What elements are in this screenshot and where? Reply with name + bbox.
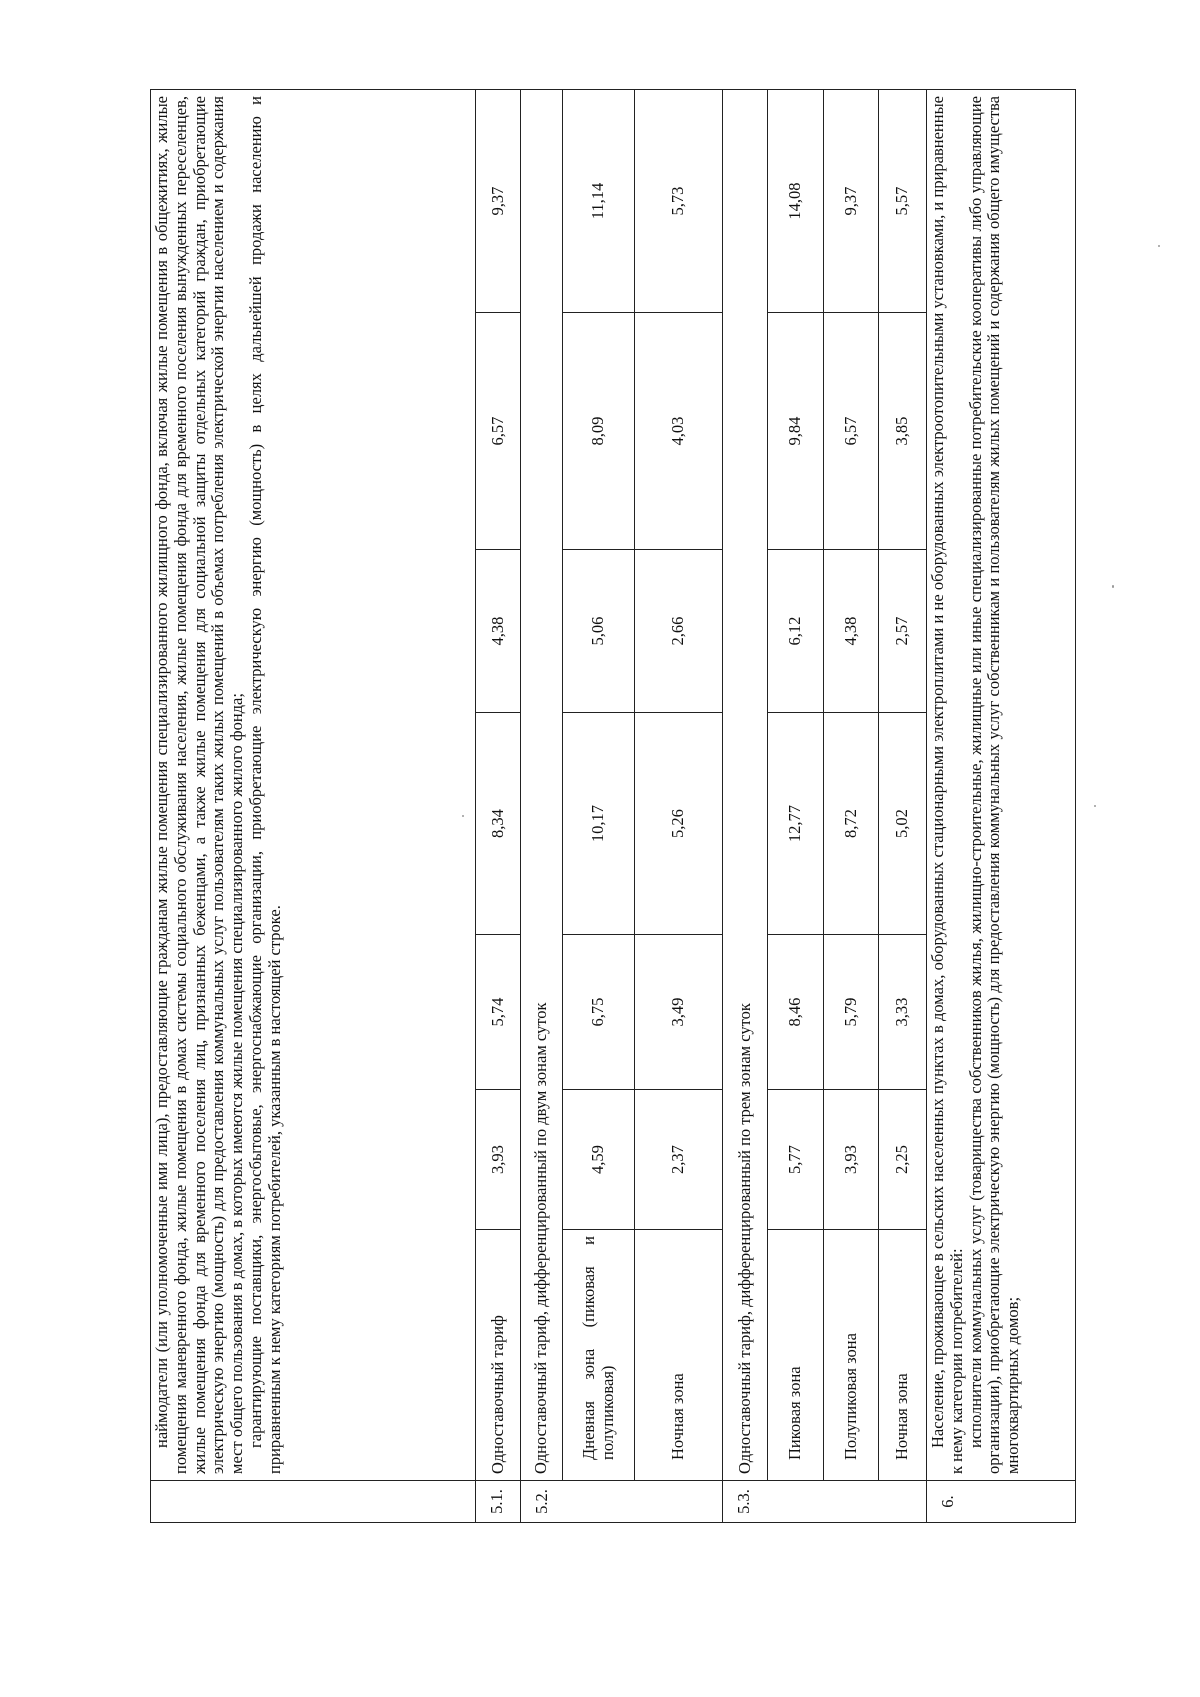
value-cell: 9,37 <box>476 90 521 313</box>
value-cell: 2,25 <box>879 1090 927 1230</box>
value-cell: 5,26 <box>635 713 723 935</box>
row-number: 5.2. <box>521 1481 563 1523</box>
row-number-cell <box>563 1481 635 1523</box>
value-cell: 6,57 <box>824 313 879 550</box>
value-cell: 11,14 <box>563 90 635 313</box>
description-paragraph: наймодатели (или уполномоченные ими лица), предоставляющие гражданам жилые помещения специализированного жилищного фонда, включая жилые помещения в общежитиях, жилые помещения маневренного фонда, жилые помещения в домах системы социального обслуживания населения, жилые помещения фонда для временного поселения вынужденных переселенцев, жилые помещения фонда для временного поселения лиц, признанных беженцами, а также жилые помещения для социальной защиты отдельных категорий граждан, приобретающие электрическую энергию (мощность) для предоставления коммунальных услуг пользователям таких жилых помещений в объемах потребления электрической энергии населением и содержания мест общего пользования в домах, в которых имеются жилые помещения специализированного жилого фонда; <box>152 96 247 1474</box>
value-cell: 6,57 <box>476 313 521 550</box>
value-cell: 5,74 <box>476 935 521 1090</box>
value-cell: 14,08 <box>768 90 824 313</box>
tariff-table <box>150 89 1076 1523</box>
scan-speck <box>1094 805 1096 807</box>
row-label: Ночная зона <box>635 1230 723 1481</box>
value-cell: 3,93 <box>824 1090 879 1230</box>
value-cell: 2,66 <box>635 550 723 713</box>
row-label: Ночная зона <box>879 1230 927 1481</box>
value-cell: 3,49 <box>635 935 723 1090</box>
row-number-cell <box>824 1481 879 1523</box>
section-label: Одноставочный тариф, дифференцированный по двум зонам суток <box>521 90 563 1481</box>
value-cell: 4,38 <box>824 550 879 713</box>
value-cell: 6,12 <box>768 550 824 713</box>
value-cell: 5,57 <box>879 90 927 313</box>
table-row <box>521 90 563 1523</box>
value-cell: 9,84 <box>768 313 824 550</box>
table-row <box>635 90 723 1523</box>
description-cell <box>151 90 476 1481</box>
row-number-cell <box>151 1481 476 1523</box>
value-cell: 5,77 <box>768 1090 824 1230</box>
value-cell: 3,93 <box>476 1090 521 1230</box>
table-row <box>927 90 1076 1523</box>
row-number-cell <box>879 1481 927 1523</box>
value-cell: 5,06 <box>563 550 635 713</box>
description-paragraph: Население, проживающее в сельских населенных пунктах в домах, оборудованных стационарными электроплитами и не оборудованных электроотопительными установками, и приравненные к нему категории потребителей: <box>928 96 966 1474</box>
value-cell: 4,59 <box>563 1090 635 1230</box>
row-number-cell <box>635 1481 723 1523</box>
value-cell: 6,75 <box>563 935 635 1090</box>
value-cell: 4,03 <box>635 313 723 550</box>
value-cell: 8,09 <box>563 313 635 550</box>
row-number: 5.1. <box>476 1481 521 1523</box>
value-cell: 3,85 <box>879 313 927 550</box>
row-label <box>563 1230 635 1481</box>
rotated-table-container <box>150 90 1075 1523</box>
value-cell: 8,34 <box>476 713 521 935</box>
value-cell: 8,72 <box>824 713 879 935</box>
table-row <box>151 90 476 1523</box>
scan-speck <box>462 815 464 817</box>
table-row <box>723 90 768 1523</box>
row-label: Полупиковая зона <box>824 1230 879 1481</box>
scan-speck <box>1158 245 1160 247</box>
scan-speck <box>1112 585 1114 588</box>
row-number-cell <box>768 1481 824 1523</box>
value-cell: 10,17 <box>563 713 635 935</box>
table-row <box>563 90 635 1523</box>
row-number: 5.3. <box>723 1481 768 1523</box>
row-number: 6. <box>927 1481 1076 1523</box>
value-cell: 5,73 <box>635 90 723 313</box>
table-row <box>476 90 521 1523</box>
value-cell: 8,46 <box>768 935 824 1090</box>
value-cell: 2,37 <box>635 1090 723 1230</box>
table-row <box>879 90 927 1523</box>
value-cell: 2,57 <box>879 550 927 713</box>
description-cell <box>927 90 1076 1481</box>
description-paragraph: исполнители коммунальных услуг (товарищества собственников жилья, жилищно-строительные, жилищные или иные специализированные потребительские кооперативы либо управляющие организации), приобретающие электрическую энергию (мощность) для предоставления коммунальных услуг собственникам и пользователям жилых помещений и содержания общего имущества многоквартирных домов; <box>965 96 1023 1474</box>
row-label: Пиковая зона <box>768 1230 824 1481</box>
description-paragraph: гарантирующие поставщики, энергосбытовые, энергоснабжающие организации, приобретающие электрическую энергию (мощность) в целях дальнейшей продажи населению и приравненным к нему категориям потребителей, указанным в настоящей строке. <box>245 96 284 1474</box>
section-label: Одноставочный тариф, дифференцированный по трем зонам суток <box>723 90 768 1481</box>
value-cell: 3,33 <box>879 935 927 1090</box>
value-cell: 5,79 <box>824 935 879 1090</box>
value-cell: 12,77 <box>768 713 824 935</box>
table-row <box>824 90 879 1523</box>
value-cell: 9,37 <box>824 90 879 313</box>
value-cell: 4,38 <box>476 550 521 713</box>
row-label-text: Дневная зона (пиковая и полупиковая) <box>578 1236 617 1460</box>
table-row <box>768 90 824 1523</box>
row-label: Одноставочный тариф <box>476 1230 521 1481</box>
value-cell: 5,02 <box>879 713 927 935</box>
